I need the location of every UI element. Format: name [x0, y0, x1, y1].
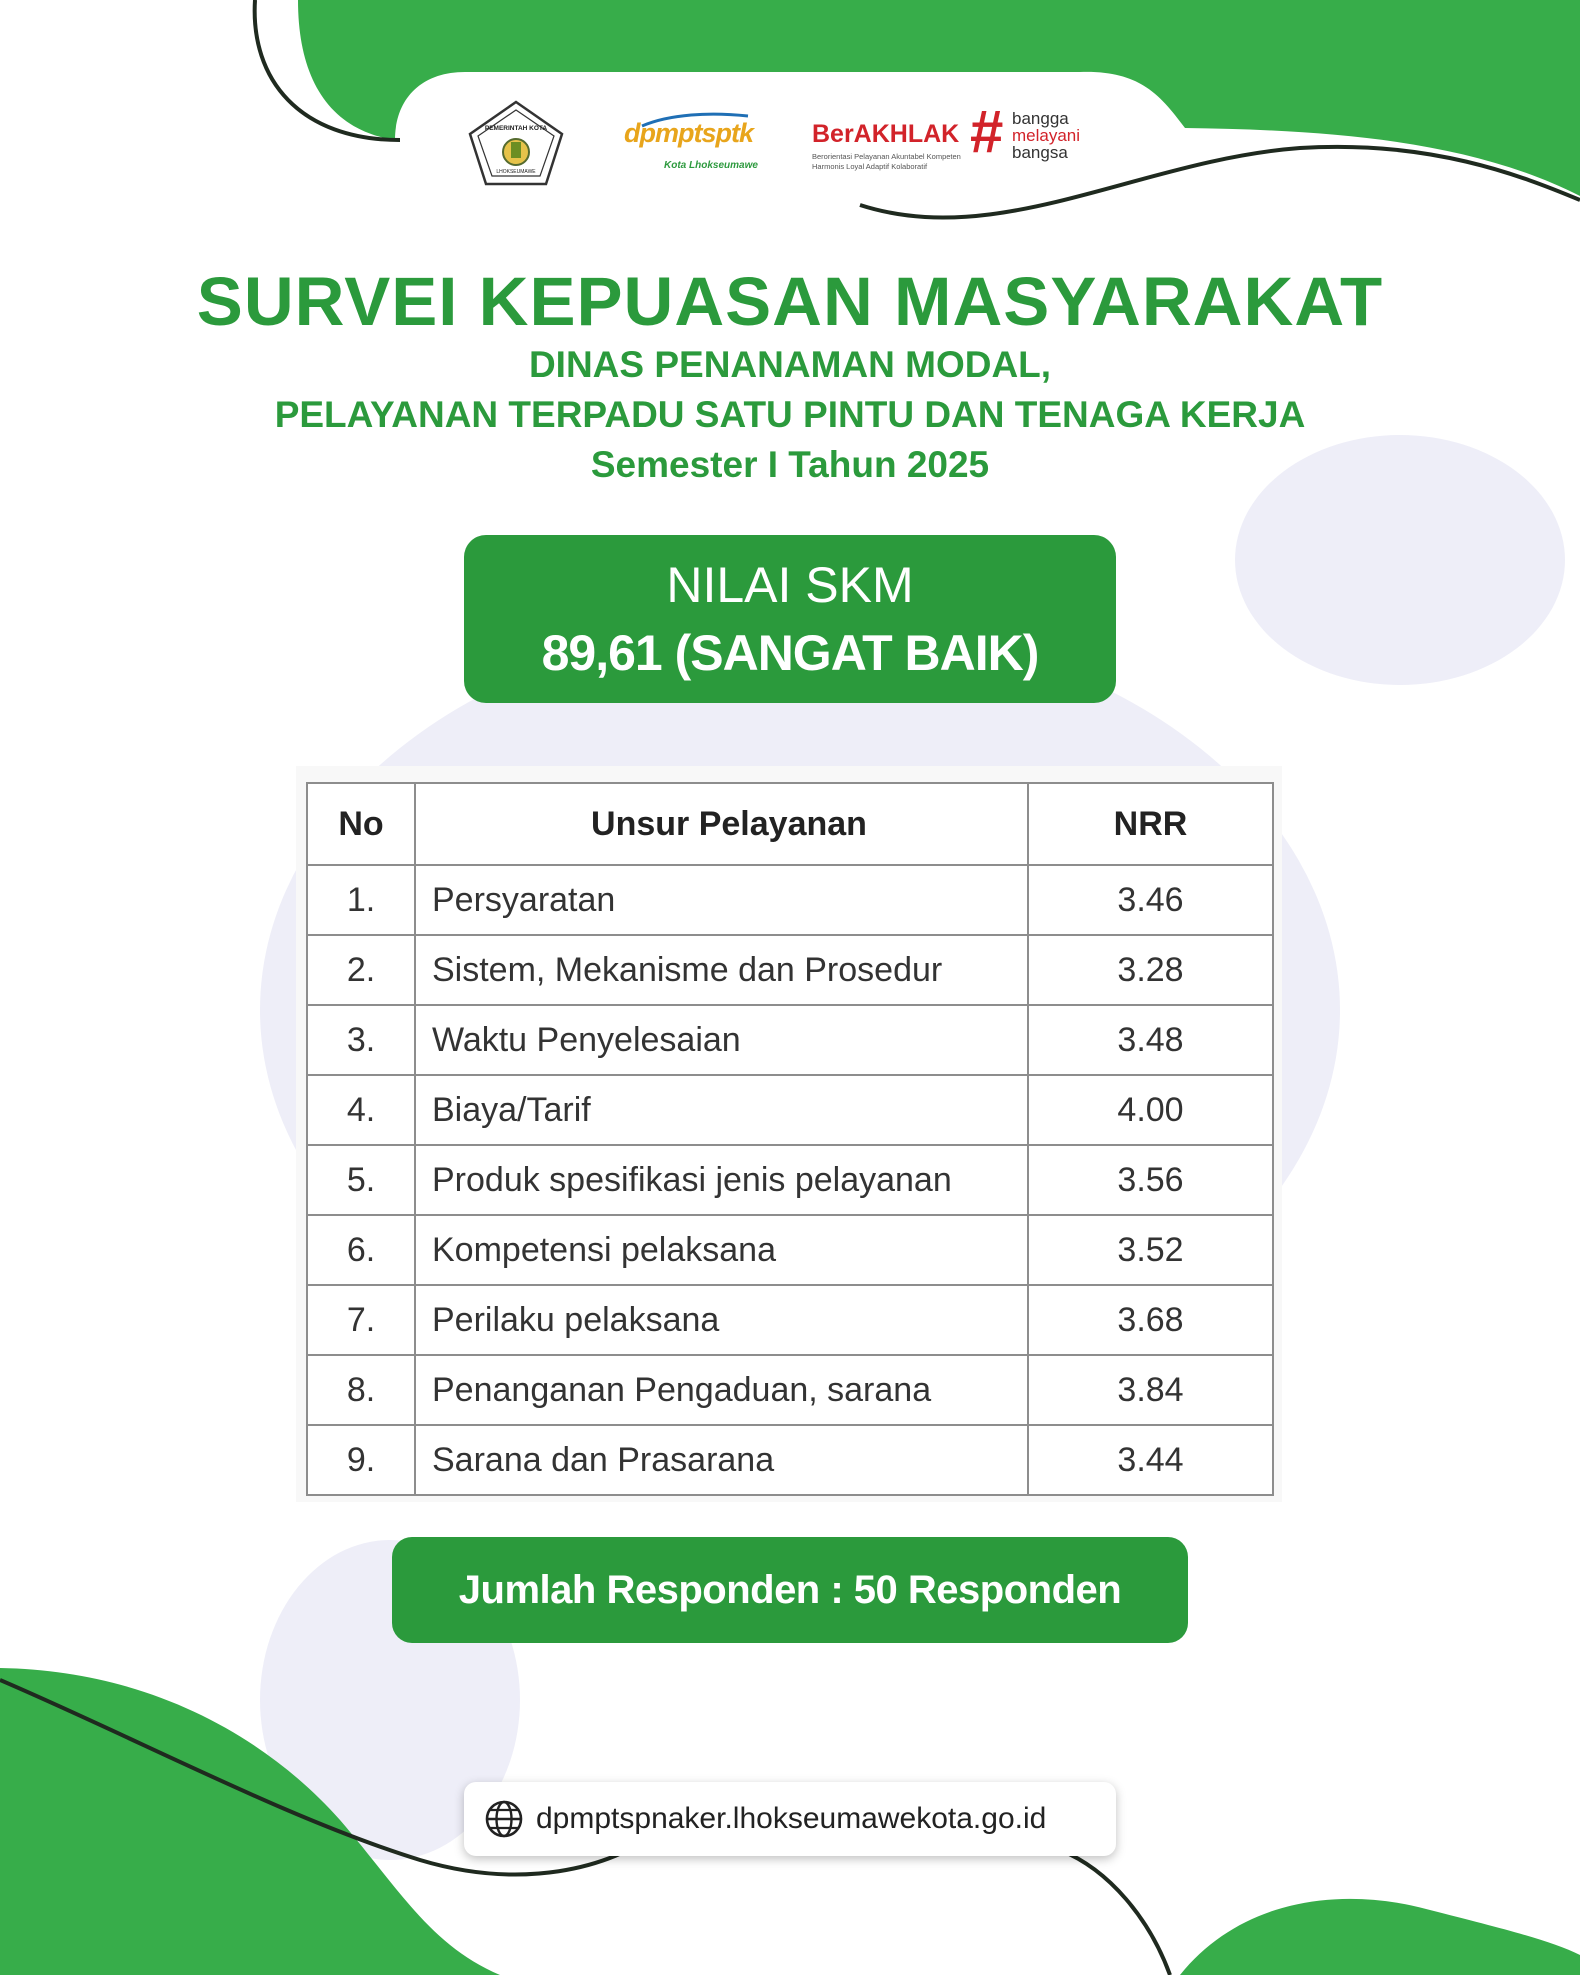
- globe-icon: [484, 1799, 524, 1839]
- row-nrr: 3.46: [1028, 865, 1273, 935]
- table-row: [307, 1425, 1273, 1495]
- table-row: [307, 1285, 1273, 1355]
- website-pill[interactable]: [464, 1782, 1116, 1856]
- row-no: 7.: [307, 1285, 415, 1355]
- nrr-table-panel: [296, 766, 1282, 1502]
- logo-bar: [460, 100, 1120, 190]
- dpmptsptk-logo: [620, 110, 760, 180]
- row-nrr: 3.84: [1028, 1355, 1273, 1425]
- berakhlak-word: BerAKHLAK: [812, 120, 960, 148]
- row-no: 1.: [307, 865, 415, 935]
- row-no: 6.: [307, 1215, 415, 1285]
- row-unsur: Produk spesifikasi jenis pelayanan: [415, 1145, 1028, 1215]
- row-unsur: Sarana dan Prasarana: [415, 1425, 1028, 1495]
- row-nrr: 3.56: [1028, 1145, 1273, 1215]
- header-no: No: [307, 783, 415, 865]
- subtitle-line-2: PELAYANAN TERPADU SATU PINTU DAN TENAGA KERJA: [274, 394, 1306, 435]
- score-label: NILAI SKM: [666, 557, 914, 613]
- dpm-logo-sub: Kota Lhokseumawe: [664, 160, 758, 171]
- seal-text: PEMERINTAH KOTA: [484, 125, 548, 132]
- bottom-right-green-wave: [1180, 1899, 1580, 1975]
- website-url[interactable]: dpmptspnaker.lhokseumawekota.go.id: [536, 1802, 1047, 1835]
- header-nrr: NRR: [1028, 783, 1273, 865]
- row-no: 9.: [307, 1425, 415, 1495]
- score-value: 89,61 (SANGAT BAIK): [541, 625, 1039, 681]
- header-unsur: Unsur Pelayanan: [415, 783, 1028, 865]
- table-row: [307, 865, 1273, 935]
- table-row: [307, 1145, 1273, 1215]
- row-no: 5.: [307, 1145, 415, 1215]
- table-row: [307, 935, 1273, 1005]
- bangga-melayani-bangsa: [1012, 110, 1080, 161]
- row-unsur: Waktu Penyelesaian: [415, 1005, 1028, 1075]
- row-no: 3.: [307, 1005, 415, 1075]
- table-row: [307, 1075, 1273, 1145]
- subtitle-line-1: DINAS PENANAMAN MODAL,: [528, 344, 1052, 385]
- row-nrr: 3.48: [1028, 1005, 1273, 1075]
- row-nrr: 3.68: [1028, 1285, 1273, 1355]
- row-no: 2.: [307, 935, 415, 1005]
- dpm-logo-word: dpmptsptk: [624, 118, 753, 148]
- bmb-word-3: bangsa: [1012, 143, 1068, 162]
- bmb-word-2: melayani: [1012, 126, 1081, 145]
- row-nrr: 4.00: [1028, 1075, 1273, 1145]
- row-unsur: Persyaratan: [415, 865, 1028, 935]
- row-unsur: Biaya/Tarif: [415, 1075, 1028, 1145]
- page-title: SURVEI KEPUASAN MASYARAKAT: [196, 263, 1384, 340]
- row-nrr: 3.52: [1028, 1215, 1273, 1285]
- nrr-table: [306, 782, 1274, 1496]
- seal-subtext: LHOKSEUMAWE: [496, 169, 536, 175]
- seal-logo: [468, 100, 564, 186]
- table-row: [307, 1215, 1273, 1285]
- bottom-right-curve-line: [1060, 1850, 1170, 1975]
- respondents-badge: Jumlah Responden : 50 Responden: [392, 1537, 1188, 1643]
- subtitle-line-3: Semester I Tahun 2025: [590, 444, 990, 485]
- row-unsur: Kompetensi pelaksana: [415, 1215, 1028, 1285]
- table-header-row: [307, 783, 1273, 865]
- row-no: 4.: [307, 1075, 415, 1145]
- row-nrr: 3.28: [1028, 935, 1273, 1005]
- berakhlak-logo: [812, 98, 1112, 184]
- row-unsur: Penanganan Pengaduan, sarana: [415, 1355, 1028, 1425]
- row-nrr: 3.44: [1028, 1425, 1273, 1495]
- hashtag-icon: #: [970, 98, 1004, 165]
- page-subtitle: [0, 340, 1580, 490]
- row-unsur: Perilaku pelaksana: [415, 1285, 1028, 1355]
- row-no: 8.: [307, 1355, 415, 1425]
- skm-score-box: [464, 535, 1116, 703]
- row-unsur: Sistem, Mekanisme dan Prosedur: [415, 935, 1028, 1005]
- berakhlak-tagline: Berorientasi Pelayanan Akuntabel Kompeten Harmonis Loyal Adaptif Kolaboratif: [812, 152, 961, 171]
- bmb-word-1: bangga: [1012, 109, 1069, 128]
- table-row: [307, 1355, 1273, 1425]
- table-row: [307, 1005, 1273, 1075]
